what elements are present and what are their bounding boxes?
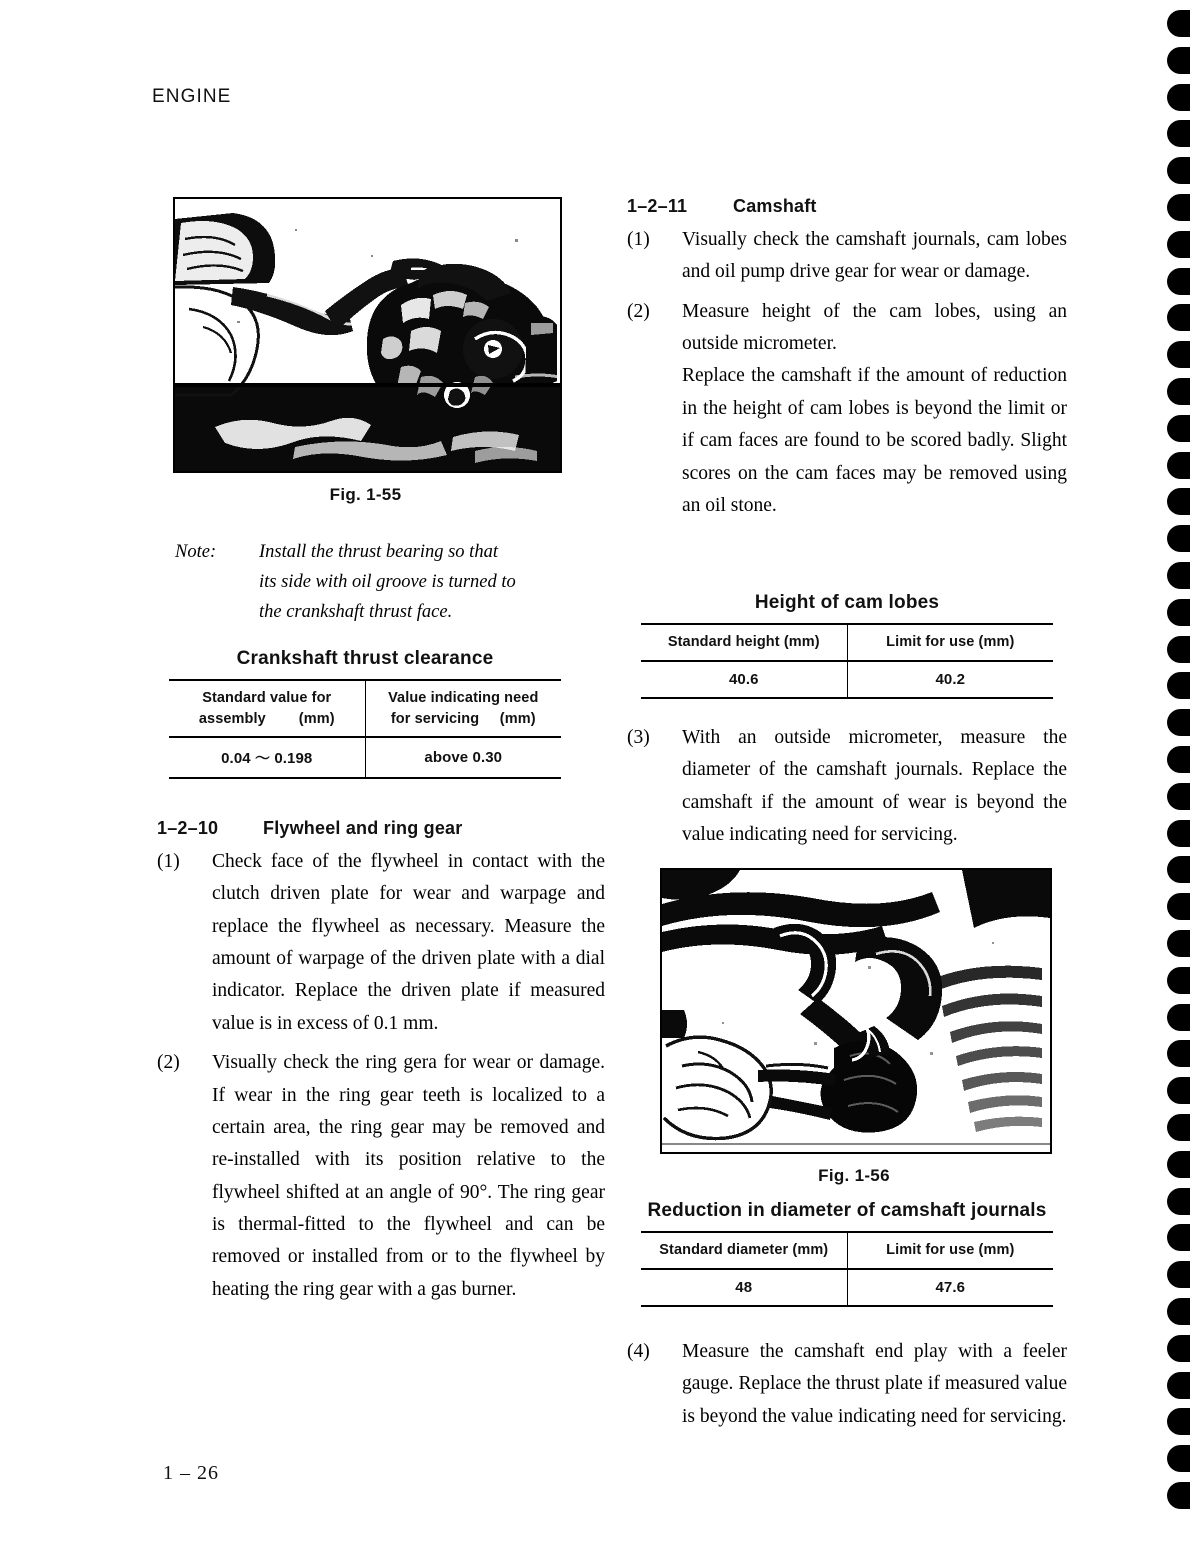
- spiral-binding-hole: [1167, 488, 1190, 515]
- cam-lobes-table-title: Height of cam lobes: [754, 592, 940, 613]
- spiral-binding-hole: [1167, 1151, 1190, 1178]
- spiral-binding-strip: [1146, 0, 1190, 1544]
- cell-standard-diameter: 48: [641, 1269, 847, 1306]
- spiral-binding-hole: [1167, 1372, 1190, 1399]
- item-text: Visually check the camshaft journals, cam lobes and oil pump drive gear for wear or damage.: [682, 229, 1067, 283]
- table-header-row: [169, 680, 561, 737]
- height-of-cam-lobes-table: [641, 623, 1053, 699]
- note-line: its side with oil groove is turned to: [259, 571, 516, 592]
- spiral-binding-hole: [1167, 967, 1190, 994]
- item-text: Check face of the flywheel in contact with the clutch driven plate for wear and warpage and replace the flywheel as necessary. Measure the amount of warpage of the driven plate with a dial indicator. Replace the driven plate if measured value is in excess of 0.1 mm.: [212, 851, 605, 1034]
- item-number: (2): [627, 300, 650, 322]
- figure-1-55-image: [173, 197, 562, 473]
- column-header-standard-height: Standard height (mm): [641, 624, 847, 661]
- item-text-part: Replace the camshaft if the amount of reduction in the height of cam lobes is beyond the limit or if cam faces are found to be scored badly. Slight scores on the cam faces may be removed using an oil stone.: [682, 365, 1067, 516]
- spiral-binding-hole: [1167, 10, 1190, 37]
- spiral-binding-hole: [1167, 672, 1190, 699]
- item-number: (2): [157, 1052, 180, 1074]
- spiral-binding-hole: [1167, 599, 1190, 626]
- column-header-standard-diameter: Standard diameter (mm): [641, 1232, 847, 1269]
- spiral-binding-hole: [1167, 1224, 1190, 1251]
- spiral-binding-hole: [1167, 341, 1190, 368]
- section-heading-1-2-10: [157, 818, 605, 839]
- section-title: Camshaft: [733, 196, 817, 216]
- column-header-limit-for-use: Limit for use (mm): [886, 634, 1015, 650]
- spiral-binding-hole: [1167, 452, 1190, 479]
- spiral-binding-hole: [1167, 415, 1190, 442]
- section-number: 1–2–10: [157, 818, 219, 838]
- figure-1-55-caption: Fig. 1-55: [329, 485, 402, 504]
- list-item: [157, 846, 605, 1040]
- spiral-binding-hole: [1167, 636, 1190, 663]
- photo-engine-bench: [175, 199, 560, 471]
- section-title: Flywheel and ring gear: [263, 818, 463, 838]
- column-header-standard-value: Standard value for assembly (mm): [169, 680, 365, 737]
- running-head: ENGINE: [152, 86, 232, 107]
- table-header-row: [641, 1232, 1053, 1269]
- item-number: (4): [627, 1341, 650, 1362]
- cell-standard-height: 40.6: [641, 661, 847, 698]
- spiral-binding-hole: [1167, 378, 1190, 405]
- spiral-binding-hole: [1167, 1261, 1190, 1288]
- spiral-binding-hole: [1167, 120, 1190, 147]
- column-header-limit-for-use: Limit for use (mm): [886, 1242, 1015, 1258]
- spiral-binding-hole: [1167, 304, 1190, 331]
- reduction-in-diameter-table: [641, 1231, 1053, 1307]
- cell-standard-value: 0.04 ～ 0.198: [169, 737, 365, 778]
- item-number: (1): [157, 851, 180, 872]
- spiral-binding-hole: [1167, 709, 1190, 736]
- spiral-binding-hole: [1167, 1077, 1190, 1104]
- item-text: Visually check the ring gera for wear or damage. If wear in the ring gear teeth is localized to a certain area, the ring gear may be removed and re-installed with its position relative to the flywheel shifted at an angle of 90°. The ring gear is thermal-fitted to the flywheel and can be removed or installed from or to the flywheel by heating the ring gear with a gas burner.: [212, 1052, 605, 1300]
- list-item: [157, 1047, 605, 1306]
- item-text-part: Measure height of the cam lobes, using an outside micrometer.: [682, 300, 1067, 355]
- spiral-binding-hole: [1167, 1040, 1190, 1067]
- spiral-binding-hole: [1167, 84, 1190, 111]
- spiral-binding-hole: [1167, 1482, 1190, 1509]
- crankshaft-table-title: Crankshaft thrust clearance: [236, 648, 494, 669]
- spiral-binding-hole: [1167, 47, 1190, 74]
- item-number: (3): [627, 727, 650, 748]
- spiral-binding-hole: [1167, 1114, 1190, 1141]
- note-block: [175, 538, 575, 628]
- list-item: [627, 722, 1067, 851]
- spiral-binding-hole: [1167, 231, 1190, 258]
- spiral-binding-hole: [1167, 1335, 1190, 1362]
- spiral-binding-hole: [1167, 194, 1190, 221]
- spiral-binding-hole: [1167, 1408, 1190, 1435]
- section-number: 1–2–11: [627, 196, 688, 216]
- spiral-binding-hole: [1167, 783, 1190, 810]
- figure-1-56-image: [660, 868, 1052, 1154]
- list-item: [627, 296, 1067, 523]
- page-number: 1 – 26: [163, 1462, 219, 1484]
- table-row: [641, 661, 1053, 698]
- table-row: [641, 1269, 1053, 1306]
- item-text: Measure the camshaft end play with a feeler gauge. Replace the thrust plate if measured value is beyond the value indicating need for servicing.: [682, 1341, 1067, 1427]
- spiral-binding-hole: [1167, 820, 1190, 847]
- spiral-binding-hole: [1167, 157, 1190, 184]
- spiral-binding-hole: [1167, 1004, 1190, 1031]
- spiral-binding-hole: [1167, 1298, 1190, 1325]
- table-header-row: [641, 624, 1053, 661]
- cell-service-value: above 0.30: [424, 749, 503, 767]
- figure-1-56-caption: Fig. 1-56: [818, 1166, 890, 1185]
- cell-limit-for-use: 40.2: [935, 670, 966, 688]
- note-line: Install the thrust bearing so that: [259, 542, 498, 562]
- journals-table-title: Reduction in diameter of camshaft journals: [647, 1200, 1047, 1221]
- item-text: With an outside micrometer, measure the diameter of the camshaft journals. Replace the camshaft if the amount of wear is beyond the value indicating need for servicing.: [682, 727, 1067, 846]
- list-item: [627, 1336, 1067, 1433]
- cell-limit-for-use: 47.6: [935, 1278, 966, 1296]
- spiral-binding-hole: [1167, 268, 1190, 295]
- note-line: the crankshaft thrust face.: [259, 601, 453, 622]
- spiral-binding-hole: [1167, 562, 1190, 589]
- spiral-binding-hole: [1167, 893, 1190, 920]
- photo-micrometer-measurement: [662, 870, 1050, 1152]
- table-row: [169, 737, 561, 778]
- crankshaft-thrust-clearance-table: [169, 679, 561, 779]
- item-number: (1): [627, 229, 650, 250]
- spiral-binding-hole: [1167, 1188, 1190, 1215]
- spiral-binding-hole: [1167, 1445, 1190, 1472]
- column-header-service-value: Value indicating need for servicing (mm): [388, 690, 539, 727]
- list-item: [627, 224, 1067, 289]
- note-label: Note:: [175, 542, 217, 562]
- note-text: [259, 538, 575, 628]
- section-heading-1-2-11: [627, 196, 1067, 217]
- spiral-binding-hole: [1167, 746, 1190, 773]
- spiral-binding-hole: [1167, 525, 1190, 552]
- spiral-binding-hole: [1167, 856, 1190, 883]
- item-text: [682, 296, 1067, 523]
- spiral-binding-hole: [1167, 930, 1190, 957]
